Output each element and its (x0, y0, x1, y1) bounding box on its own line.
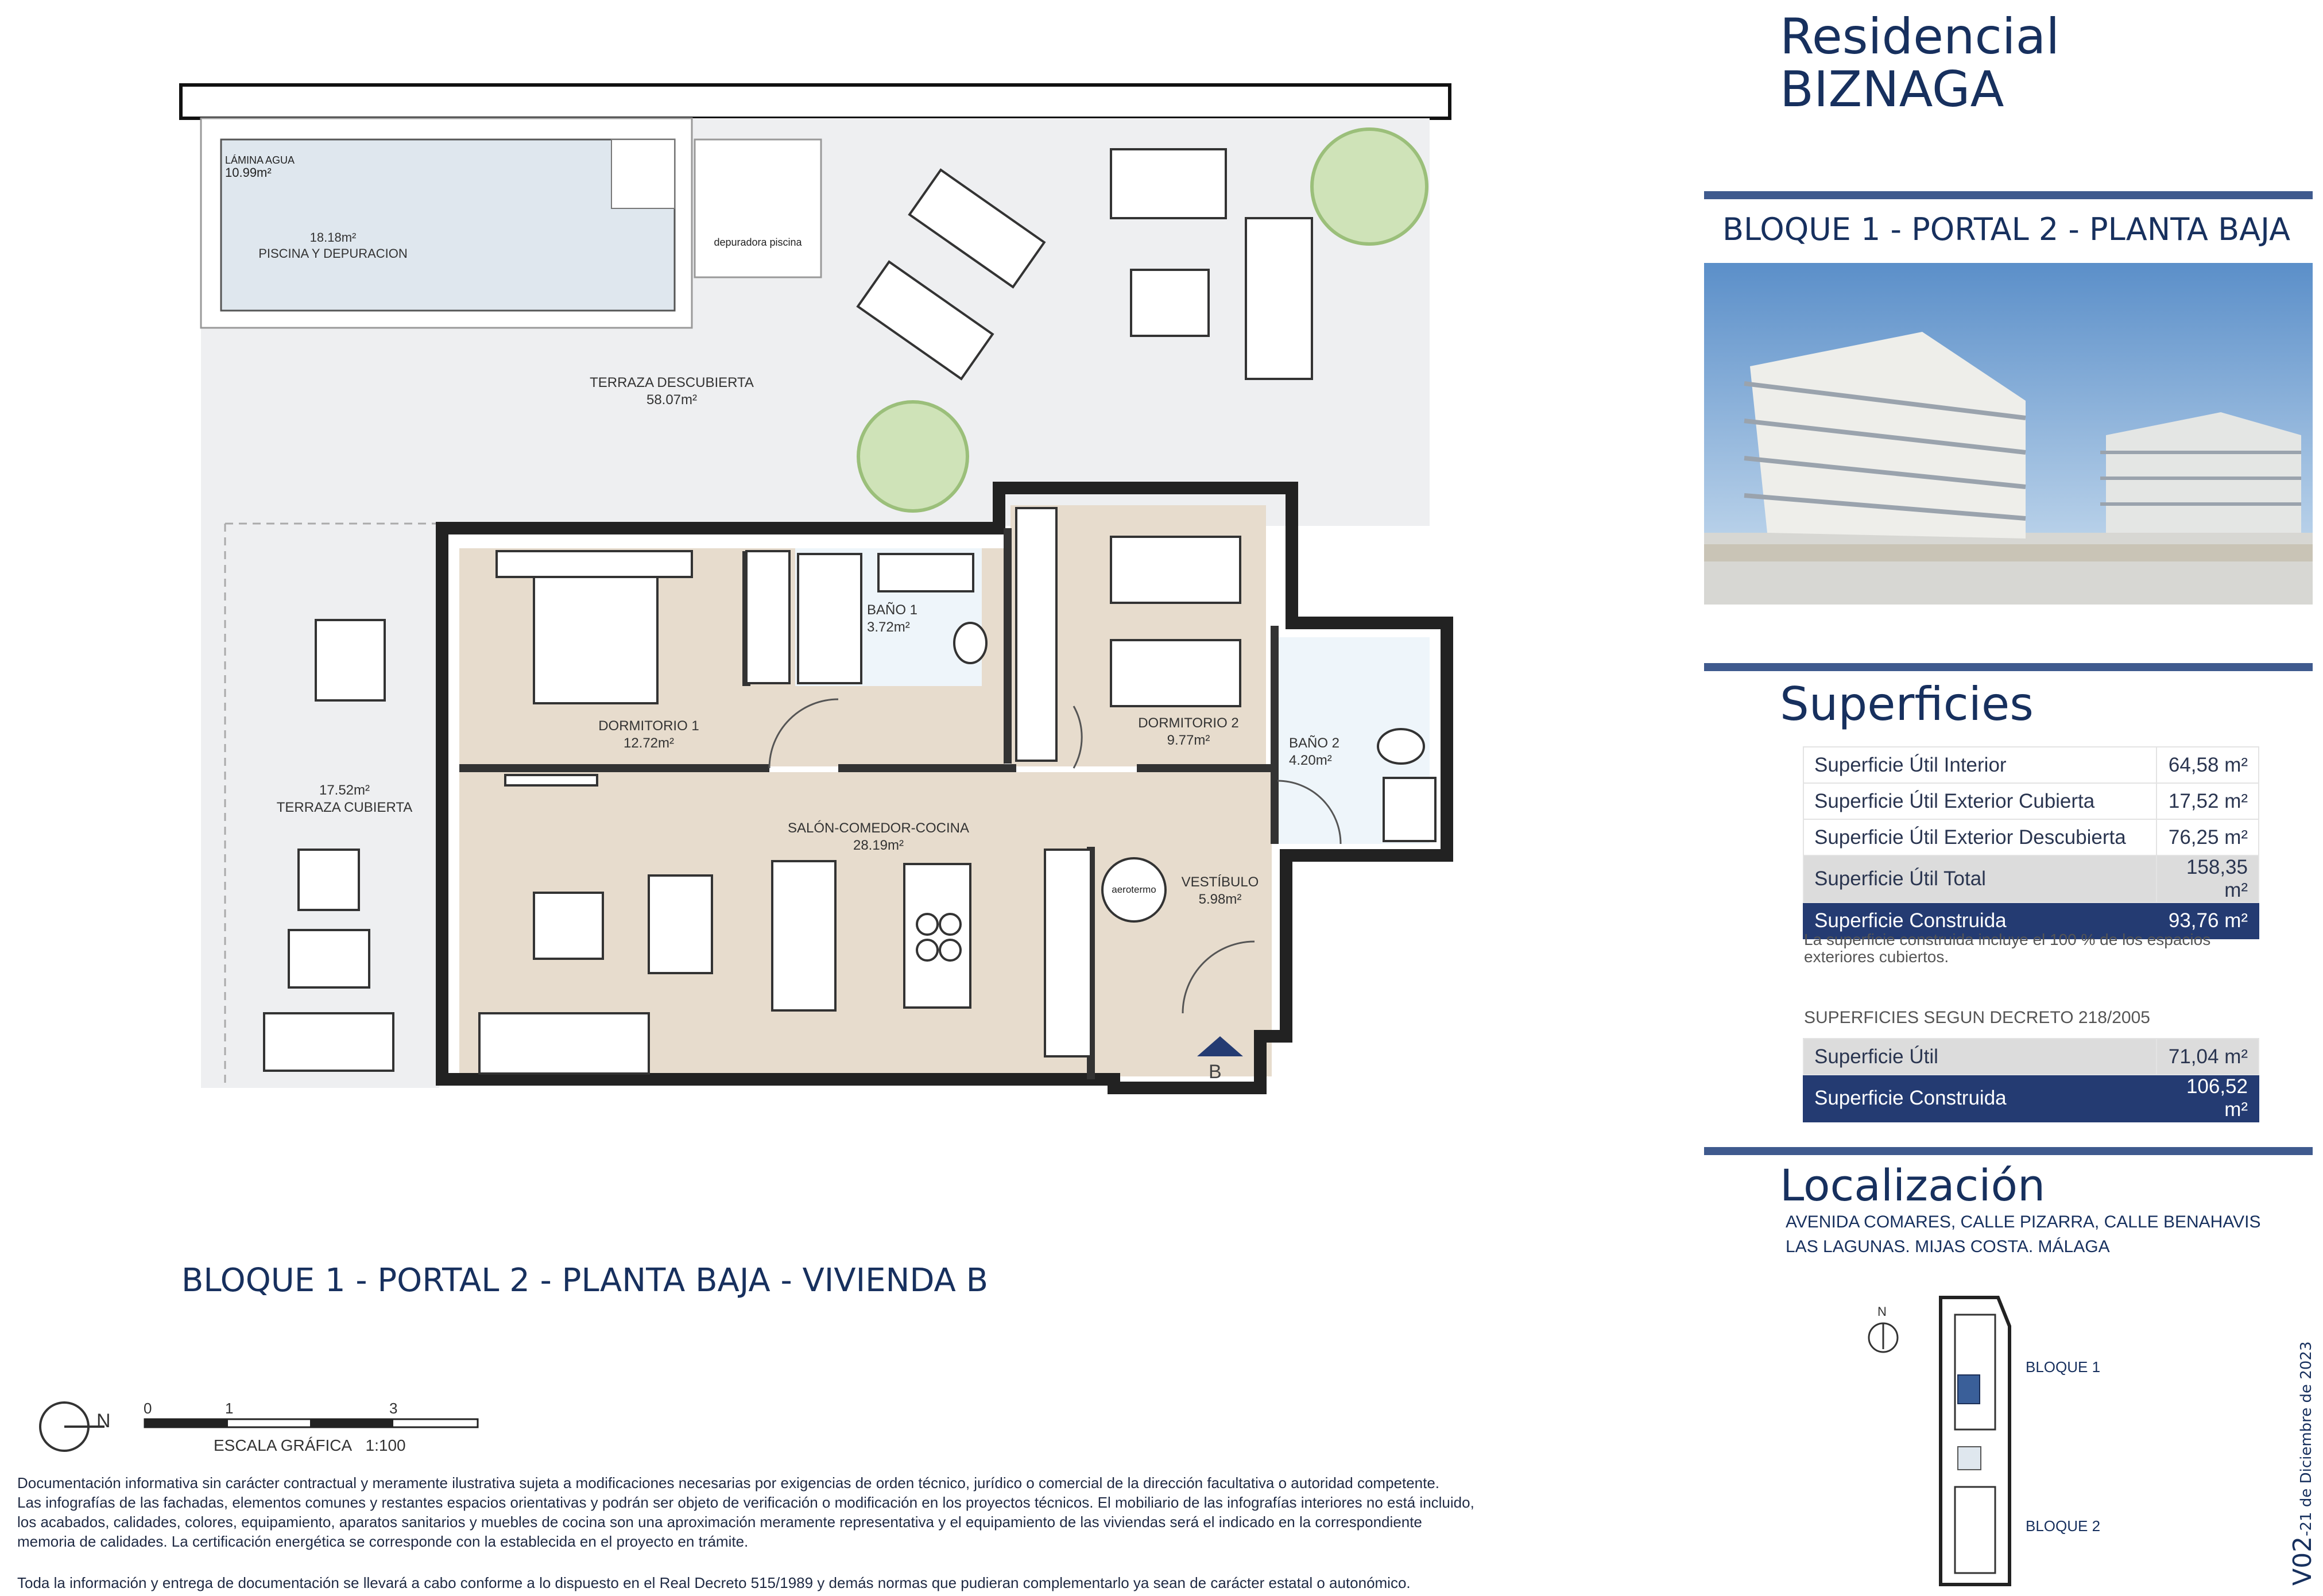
block-subtitle: BLOQUE 1 - PORTAL 2 - PLANTA BAJA (1722, 211, 2291, 247)
label-dormitorio-2: DORMITORIO 2 9.77m² (1138, 715, 1239, 748)
toilet-icon (1378, 729, 1424, 764)
wardrobe (746, 551, 789, 683)
headboard (497, 551, 692, 577)
label-lamina-agua: LÁMINA AGUA 10.99m² (225, 154, 295, 180)
scale-label: ESCALA GRÁFICA 1:100 (214, 1436, 406, 1454)
scale-tick-0: 0 (144, 1400, 152, 1417)
decree-table (1803, 1038, 2259, 1122)
shower-tray (1384, 778, 1435, 841)
armchair (649, 876, 712, 973)
version-stamp: V02-21 de Diciembre de 2023 (2288, 1341, 2317, 1586)
table-row: Superficie Útil Total 158,35 m² (1803, 855, 2259, 902)
divider (1704, 191, 2313, 199)
sofa-top (1111, 149, 1226, 218)
disclaimer-line-1: Documentación informativa sin carácter contractual y meramente ilustrativa sujeta a modificaciones necesarias por exigencias de orden técnico, jurídico o comercial de la dirección facultativa o autoridad competente. (17, 1474, 1440, 1492)
building-rendering (1704, 263, 2313, 605)
highlighted-unit (1958, 1375, 1980, 1404)
tree-icon (1312, 129, 1427, 244)
table-row: Superficie Construida 106,52 m² (1803, 1075, 2259, 1122)
table-terrace (289, 930, 369, 987)
site-plan-map (1860, 1292, 2032, 1590)
disclaimer-line-5: Toda la información y entrega de documentación se llevará a cabo conforme a lo dispuesto en el Real Decreto 515/1989 y demás normas que pudieran complementarlo ya sean de carácter estatal o autonómico. (17, 1574, 1411, 1591)
entrance-label: B (1209, 1061, 1222, 1083)
map-north-label: N (1877, 1304, 1887, 1319)
superficies-note: La superficie construida incluye el 100 % de los espacios exteriores cubiertos. (1804, 931, 2211, 966)
label-piscina: 18.18m² PISCINA Y DEPURACION (258, 230, 408, 261)
label-salon: SALÓN-COMEDOR-COCINA 28.19m² (787, 820, 970, 853)
bed-single-1 (1111, 537, 1240, 603)
scale-tick-3: 3 (389, 1400, 398, 1417)
depuradora-box (695, 140, 821, 277)
scale-tick-1: 1 (225, 1400, 234, 1417)
bed-double (534, 577, 657, 703)
tree-icon (858, 402, 967, 511)
label-dormitorio-1: DORMITORIO 1 12.72m² (598, 718, 699, 751)
label-aerotermo: aerotermo (1112, 884, 1156, 895)
label-terraza-cubierta: 17.52m² TERRAZA CUBIERTA (276, 782, 413, 815)
decree-heading: SUPERFICIES SEGUN DECRETO 218/2005 (1804, 1008, 2150, 1027)
pool-steps (611, 140, 675, 208)
kitchen-cabinets (1045, 850, 1091, 1056)
dining-table-terrace (316, 620, 385, 700)
address-line-1: AVENIDA COMARES, CALLE PIZARRA, CALLE BENAHAVIS (1786, 1213, 2261, 1231)
label-vestibulo: VESTÍBULO 5.98m² (1181, 874, 1259, 907)
superficies-table (1803, 746, 2259, 939)
roof-edge (181, 85, 1450, 118)
tv-unit (505, 775, 597, 785)
sofa-terrace (264, 1013, 393, 1071)
north-label: N (96, 1410, 111, 1432)
coffee-table (534, 893, 603, 959)
label-bano-2: BAÑO 2 4.20m² (1289, 735, 1340, 768)
toilet-icon (954, 623, 986, 663)
label-bano-1: BAÑO 1 3.72m² (867, 602, 918, 635)
brand-logo-text: Residencial BIZNAGA (1780, 8, 2060, 118)
disclaimer-line-2: Las infografías de las fachadas, elementos comunes y restantes espacios orientativas y podrán ser objeto de verificación o modificación en los proyectos técnicos. El mobiliario de las infografías interiores no está incluido, (17, 1494, 1474, 1511)
disclaimer-line-4: memoria de calidades. La certificación energética se corresponde con la establecida en el proyecto en trámite. (17, 1533, 749, 1550)
table-row: Superficie Construida 93,76 m² (1803, 902, 2259, 939)
wardrobe-2 (1016, 508, 1056, 761)
scale-bar (144, 1418, 482, 1430)
plan-title: BLOQUE 1 - PORTAL 2 - PLANTA BAJA - VIVIENDA B (181, 1262, 989, 1299)
sofa (479, 1013, 649, 1074)
armchair-terrace (299, 850, 359, 910)
address-line-2: LAS LAGUNAS. MIJAS COSTA. MÁLAGA (1786, 1237, 2110, 1256)
label-depuradora: depuradora piscina (714, 237, 802, 248)
divider (1704, 663, 2313, 671)
divider (1704, 1147, 2313, 1155)
table-row: Superficie Útil Exterior Cubierta 17,52 m² (1803, 783, 2259, 819)
table-row: Superficie Útil Exterior Descubierta 76,25 m² (1803, 819, 2259, 855)
table-row: Superficie Útil Interior 64,58 m² (1803, 747, 2259, 783)
map-bloque-2: BLOQUE 2 (2026, 1517, 2101, 1535)
armchair-terrace (1131, 270, 1209, 336)
bed-single-2 (1111, 640, 1240, 706)
bathtub-shower (798, 554, 861, 683)
superficies-heading: Superficies (1780, 677, 2034, 731)
map-bloque-1: BLOQUE 1 (2026, 1358, 2101, 1376)
dining-table (772, 861, 835, 1010)
kitchen-island (904, 864, 970, 1008)
localizacion-heading: Localización (1780, 1160, 2046, 1211)
vanity-double (878, 554, 973, 591)
label-terraza-descubierta: TERRAZA DESCUBIERTA 58.07m² (590, 375, 754, 408)
table-row: Superficie Útil 71,04 m² (1803, 1039, 2259, 1075)
disclaimer-line-3: los acabados, calidades, colores, equipamiento, aparatos sanitarios y muebles de cocina son una aproximación meramente representativa y el equipamiento de las viviendas será el indicado en la correspondiente (17, 1513, 1422, 1531)
sofa-side (1246, 218, 1312, 379)
